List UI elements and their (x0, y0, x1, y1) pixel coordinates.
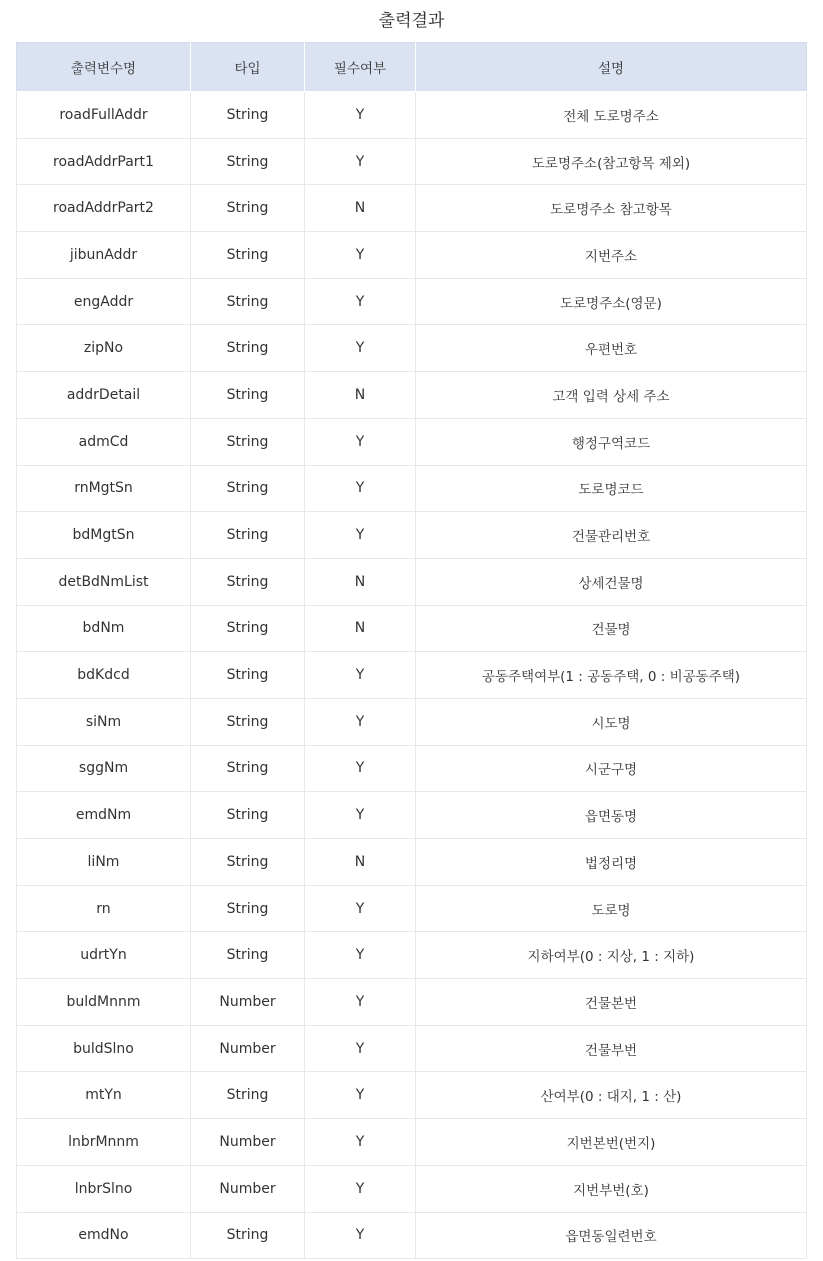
table-row (17, 839, 807, 886)
table-row (17, 652, 807, 699)
table-row (17, 278, 807, 325)
cell-description: 도로명주소(영문) (416, 278, 807, 325)
cell-description: 법정리명 (416, 839, 807, 886)
cell-variable-name: bdKdcd (17, 652, 191, 699)
cell-required: Y (305, 979, 416, 1026)
cell-required: Y (305, 792, 416, 839)
cell-description: 지번본번(번지) (416, 1119, 807, 1166)
cell-description: 우편번호 (416, 325, 807, 372)
cell-description: 지번주소 (416, 232, 807, 279)
cell-description: 시도명 (416, 698, 807, 745)
header-description: 설명 (416, 43, 807, 92)
cell-variable-name: admCd (17, 418, 191, 465)
table-row (17, 232, 807, 279)
header-required: 필수여부 (305, 43, 416, 92)
cell-required: Y (305, 1072, 416, 1119)
table-row (17, 1165, 807, 1212)
cell-variable-name: rnMgtSn (17, 465, 191, 512)
cell-variable-name: liNm (17, 839, 191, 886)
cell-variable-name: buldMnnm (17, 979, 191, 1026)
cell-type: String (191, 465, 305, 512)
cell-description: 행정구역코드 (416, 418, 807, 465)
cell-description: 지번부번(호) (416, 1165, 807, 1212)
cell-type: Number (191, 1119, 305, 1166)
cell-variable-name: addrDetail (17, 372, 191, 419)
cell-required: Y (305, 232, 416, 279)
cell-required: Y (305, 325, 416, 372)
cell-type: String (191, 745, 305, 792)
table-row (17, 605, 807, 652)
output-result-table (16, 42, 807, 1259)
cell-description: 건물명 (416, 605, 807, 652)
cell-type: String (191, 605, 305, 652)
cell-description: 전체 도로명주소 (416, 92, 807, 139)
cell-description: 시군구명 (416, 745, 807, 792)
cell-type: String (191, 512, 305, 559)
cell-type: String (191, 372, 305, 419)
cell-required: Y (305, 138, 416, 185)
cell-variable-name: bdMgtSn (17, 512, 191, 559)
cell-description: 읍면동명 (416, 792, 807, 839)
cell-type: String (191, 839, 305, 886)
table-row (17, 698, 807, 745)
cell-variable-name: rn (17, 885, 191, 932)
header-variable-name: 출력변수명 (17, 43, 191, 92)
table-row (17, 512, 807, 559)
cell-description: 건물부번 (416, 1025, 807, 1072)
cell-required: Y (305, 885, 416, 932)
cell-type: String (191, 92, 305, 139)
cell-type: String (191, 652, 305, 699)
cell-required: Y (305, 92, 416, 139)
table-row (17, 979, 807, 1026)
cell-variable-name: roadAddrPart1 (17, 138, 191, 185)
table-row (17, 418, 807, 465)
cell-required: Y (305, 698, 416, 745)
cell-type: String (191, 138, 305, 185)
table-row (17, 1212, 807, 1259)
cell-type: Number (191, 1025, 305, 1072)
cell-required: Y (305, 512, 416, 559)
cell-type: String (191, 792, 305, 839)
cell-type: String (191, 185, 305, 232)
table-row (17, 745, 807, 792)
cell-required: Y (305, 1025, 416, 1072)
page-title: 출력결과 (378, 11, 445, 31)
cell-description: 도로명주소 참고항목 (416, 185, 807, 232)
cell-variable-name: roadFullAddr (17, 92, 191, 139)
cell-type: String (191, 698, 305, 745)
table-row (17, 1119, 807, 1166)
cell-variable-name: siNm (17, 698, 191, 745)
header-type: 타입 (191, 43, 305, 92)
cell-variable-name: emdNm (17, 792, 191, 839)
cell-description: 도로명 (416, 885, 807, 932)
cell-variable-name: mtYn (17, 1072, 191, 1119)
cell-type: String (191, 932, 305, 979)
cell-variable-name: lnbrSlno (17, 1165, 191, 1212)
cell-variable-name: detBdNmList (17, 558, 191, 605)
cell-description: 도로명주소(참고항목 제외) (416, 138, 807, 185)
cell-type: Number (191, 979, 305, 1026)
cell-description: 건물관리번호 (416, 512, 807, 559)
table-body (17, 92, 807, 1259)
cell-type: String (191, 558, 305, 605)
cell-type: String (191, 1212, 305, 1259)
cell-required: Y (305, 652, 416, 699)
cell-required: Y (305, 418, 416, 465)
table-row (17, 1072, 807, 1119)
cell-variable-name: udrtYn (17, 932, 191, 979)
table-row (17, 932, 807, 979)
cell-type: String (191, 418, 305, 465)
cell-required: N (305, 558, 416, 605)
cell-variable-name: buldSlno (17, 1025, 191, 1072)
cell-description: 지하여부(0 : 지상, 1 : 지하) (416, 932, 807, 979)
cell-type: String (191, 885, 305, 932)
cell-variable-name: lnbrMnnm (17, 1119, 191, 1166)
table-row (17, 465, 807, 512)
cell-type: Number (191, 1165, 305, 1212)
cell-description: 상세건물명 (416, 558, 807, 605)
cell-required: Y (305, 278, 416, 325)
cell-required: Y (305, 1212, 416, 1259)
cell-variable-name: bdNm (17, 605, 191, 652)
table-row (17, 1025, 807, 1072)
cell-required: Y (305, 465, 416, 512)
cell-required: N (305, 605, 416, 652)
table-header-row (17, 43, 807, 92)
table-row (17, 558, 807, 605)
cell-description: 고객 입력 상세 주소 (416, 372, 807, 419)
cell-description: 공동주택여부(1 : 공동주택, 0 : 비공동주택) (416, 652, 807, 699)
cell-required: N (305, 839, 416, 886)
cell-required: Y (305, 745, 416, 792)
cell-type: String (191, 278, 305, 325)
cell-type: String (191, 232, 305, 279)
cell-variable-name: emdNo (17, 1212, 191, 1259)
cell-variable-name: zipNo (17, 325, 191, 372)
table-row (17, 92, 807, 139)
cell-description: 도로명코드 (416, 465, 807, 512)
cell-description: 건물본번 (416, 979, 807, 1026)
table-row (17, 792, 807, 839)
table-row (17, 325, 807, 372)
cell-type: String (191, 325, 305, 372)
cell-type: String (191, 1072, 305, 1119)
cell-variable-name: sggNm (17, 745, 191, 792)
table-row (17, 885, 807, 932)
table-row (17, 185, 807, 232)
cell-required: Y (305, 1119, 416, 1166)
cell-variable-name: roadAddrPart2 (17, 185, 191, 232)
table-row (17, 138, 807, 185)
cell-required: N (305, 185, 416, 232)
cell-variable-name: jibunAddr (17, 232, 191, 279)
cell-required: Y (305, 1165, 416, 1212)
cell-description: 읍면동일련번호 (416, 1212, 807, 1259)
cell-description: 산여부(0 : 대지, 1 : 산) (416, 1072, 807, 1119)
cell-required: N (305, 372, 416, 419)
table-row (17, 372, 807, 419)
cell-required: Y (305, 932, 416, 979)
cell-variable-name: engAddr (17, 278, 191, 325)
